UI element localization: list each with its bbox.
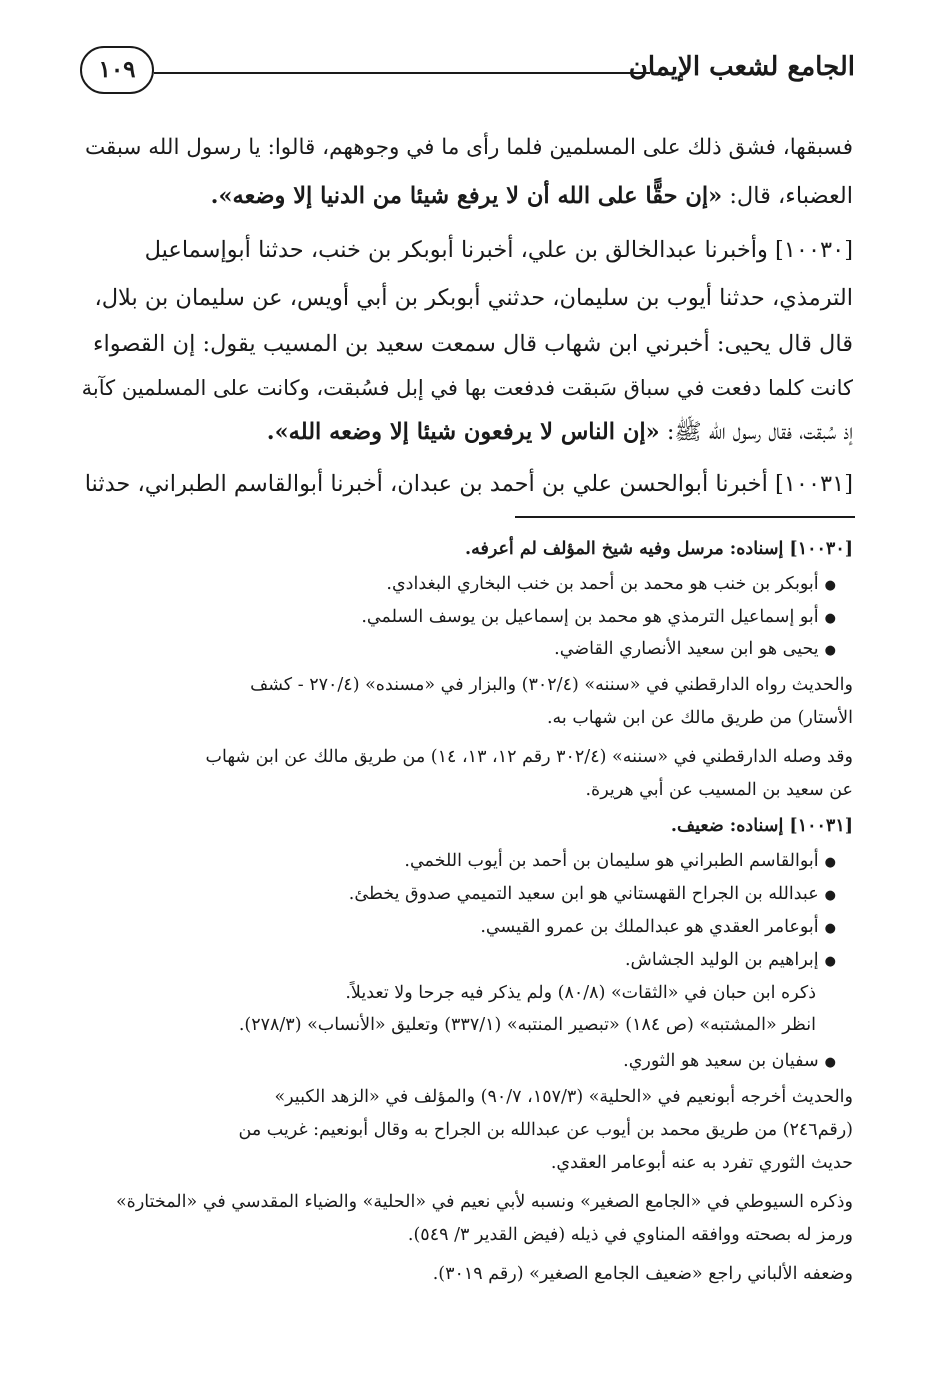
bullet-icon: ● <box>824 888 836 903</box>
footnote-heading: [١٠٠٣٠] إسناده: مرسل وفيه شيخ المؤلف لم أعرفه. <box>464 539 853 559</box>
body-line-8: [١٠٠٣١] أخبرنا أبوالحسن علي بن أحمد بن عبدان، أخبرنا أبوالقاسم الطبراني، حدثنا <box>84 471 853 497</box>
bullet-icon: ● <box>824 643 836 658</box>
bullet-icon: ● <box>824 611 836 626</box>
bullet-icon: ● <box>824 1055 836 1070</box>
footnote-bullet: ●يحيى هو ابن سعيد الأنصاري القاضي. <box>554 639 836 659</box>
footnote-bullet: ●أبو إسماعيل الترمذي هو محمد بن إسماعيل بن يوسف السلمي. <box>361 607 836 627</box>
footnote-bullet: ●سفيان بن سعيد هو الثوري. <box>623 1051 836 1071</box>
footnote-bullet: ●إبراهيم بن الوليد الجشاش. <box>624 950 836 970</box>
page-header <box>80 46 855 104</box>
body-line-7: إذ سُبقت، فقال رسول الله ﷺ: «إن الناس لا يرفعون شيئا إلا وضعه الله». <box>266 419 853 445</box>
hadith-number: [١٠٠٣١] <box>767 471 853 497</box>
body-line-6: كانت كلما دفعت في سباق سَبقت فدفعت بها في إبل فسُبقت، وكانت على المسلمين كآبة <box>81 376 853 400</box>
footnote-line: حديث الثوري تفرد به عنه أبوعامر العقدي. <box>550 1153 853 1173</box>
footnote-bullet: ●عبدالله بن الجراح القهستاني هو ابن سعيد التميمي صدوق يخطئ. <box>348 884 836 904</box>
bullet-icon: ● <box>824 954 836 969</box>
footnote-heading: [١٠٠٣١] إسناده: ضعيف. <box>670 816 853 836</box>
footnote-line: عن سعيد بن المسيب عن أبي هريرة. <box>585 780 853 800</box>
footnote-line: (رقم٢٤٦) من طريق محمد بن أيوب عن عبدالله بن الجراح به وقال أبونعيم: غريب من <box>238 1120 853 1140</box>
body-line-2: العضباء، قال: «إن حقًّا على الله أن لا يرفع شيئا من الدنيا إلا وضعه». <box>210 183 853 209</box>
body-line-3: [١٠٠٣٠] وأخبرنا عبدالخالق بن علي، أخبرنا أبوبكر بن خنب، حدثنا أبوإسماعيل <box>144 237 853 263</box>
bullet-icon: ● <box>824 921 836 936</box>
footnote-line: الأستار) من طريق مالك عن ابن شهاب به. <box>546 708 853 728</box>
footnote-bullet: ●أبوالقاسم الطبراني هو سليمان بن أحمد بن أيوب اللخمي. <box>404 851 836 871</box>
bullet-icon: ● <box>824 578 836 593</box>
body-line-5: قال قال يحيى: أخبرني ابن شهاب قال سمعت سعيد بن المسيب يقول: إن القصواء <box>92 331 853 357</box>
hadith-text: «إن الناس لا يرفعون شيئا إلا وضعه الله». <box>266 419 660 445</box>
footnote-line: وقد وصله الدارقطني في «سننه» (٣٠٢/٤ رقم ١٢، ١٣، ١٤) من طريق مالك عن ابن شهاب <box>205 747 853 767</box>
body-line-1: فسبقها، فشق ذلك على المسلمين فلما رأى ما في وجوههم، قالوا: يا رسول الله سبقت <box>84 135 853 160</box>
footnote-subline: انظر «المشتبه» (ص ١٨٤) «تبصير المنتبه» (٣٣٧/١) وتعليق «الأنساب» (٢٧٨/٣). <box>238 1015 816 1035</box>
bullet-icon: ● <box>824 855 836 870</box>
hadith-text: «إن حقًّا على الله أن لا يرفع شيئا من الدنيا إلا وضعه». <box>210 183 723 209</box>
footnote-separator <box>515 516 855 518</box>
body-line-4: الترمذي، حدثنا أيوب بن سليمان، حدثني أبوبكر بن أبي أويس، عن سليمان بن بلال، <box>94 285 853 311</box>
header-rule <box>154 72 650 74</box>
hadith-number: [١٠٠٣٠] <box>767 237 853 263</box>
footnote-line: وذكره السيوطي في «الجامع الصغير» ونسبه لأبي نعيم في «الحلية» والضياء المقدسي في «المختارة» <box>115 1192 853 1212</box>
footnote-line: وضعفه الألباني راجع «ضعيف الجامع الصغير» (رقم ٣٠١٩). <box>432 1264 853 1284</box>
page-number-badge: ١٠٩ <box>80 46 154 94</box>
footnote-bullet: ●أبوبكر بن خنب هو محمد بن أحمد بن خنب البخاري البغدادي. <box>386 574 836 594</box>
footnote-line: والحديث أخرجه أبونعيم في «الحلية» (١٥٧/٣، ٩٠/٧) والمؤلف في «الزهد الكبير» <box>274 1087 853 1107</box>
footnote-line: ورمز له بصحته ووافقه المناوي في ذيله (فيض القدير ٣/ ٥٤٩). <box>407 1225 853 1245</box>
running-title: الجامع لشعب الإيمان <box>628 52 855 82</box>
footnote-bullet: ●أبوعامر العقدي هو عبدالملك بن عمرو القيسي. <box>480 917 836 937</box>
footnote-line: والحديث رواه الدارقطني في «سننه» (٣٠٢/٤) والبزار في «مسنده» (٢٧٠/٤ - كشف <box>250 675 853 695</box>
footnote-subline: ذكره ابن حبان في «الثقات» (٨٠/٨) ولم يذكر فيه جرحا ولا تعديلاً. <box>345 983 816 1003</box>
